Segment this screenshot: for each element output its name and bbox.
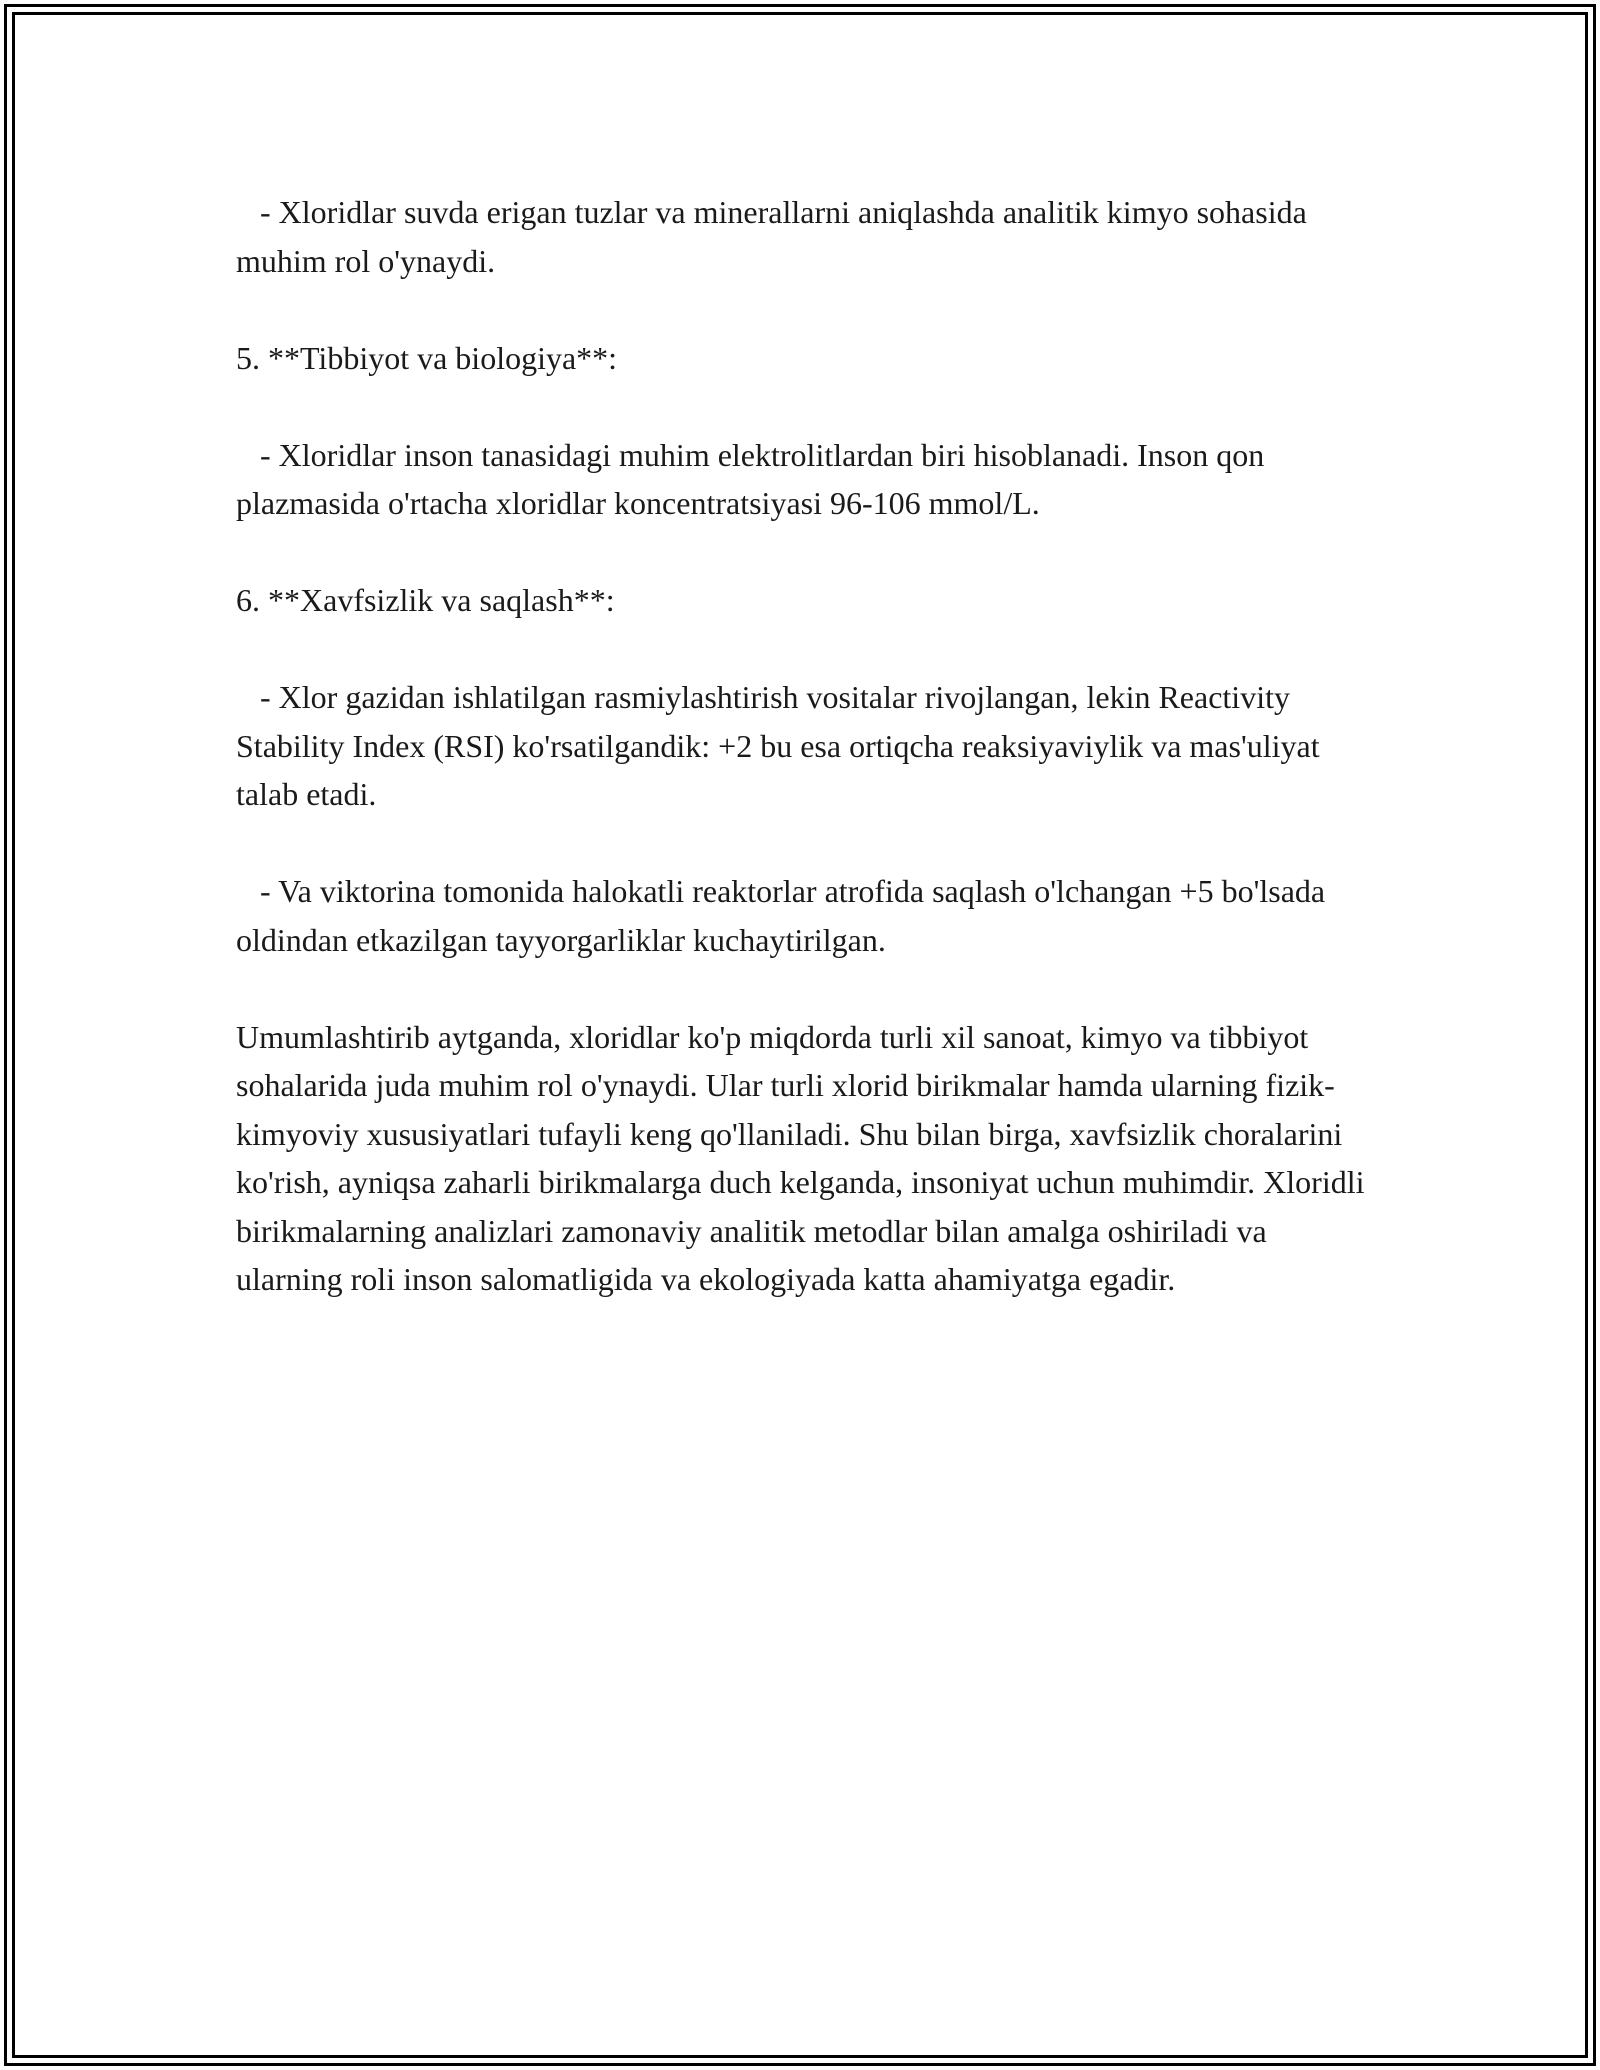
paragraph-summary: Umumlashtirib aytganda, xloridlar ko'p miqdorda turli xil sanoat, kimyo va tibbiyot sohalarida juda muhim rol o'ynaydi. Ular turli xlorid birikmalar hamda ularning fizik-kimyoviy xususiyatlari tufayli keng qo'llaniladi. Shu bilan birga, xavfsizlik choralarini ko'rish, ayniqsa zaharli birikmalarga duch kelganda, insoniyat uchun muhimdir. Xloridli birikmalarning analizlari zamonaviy analitik metodlar bilan amalga oshiriladi va ularning roli inson salomatligida va ekologiyada katta ahamiyatga egadir.: [236, 1018, 1373, 1297]
document-body: [236, 188, 1376, 1304]
paragraph-analytic-chemistry: - Xloridlar suvda erigan tuzlar va minerallarni aniqlashda analitik kimyo sohasida muhim rol o'ynaydi.: [236, 194, 1315, 279]
paragraph-electrolytes: - Xloridlar inson tanasidagi muhim elektrolitlardan biri hisoblanadi. Inson qon plazmasida o'rtacha xloridlar koncentratsiyasi 96-106 mmol/L.: [236, 436, 1273, 521]
paragraph-reactor-storage: - Va viktorina tomonida halokatli reaktorlar atrofida saqlash o'lchangan +5 bo'lsada oldindan etkazilgan tayyorgarliklar kuchaytirilgan.: [236, 873, 1334, 958]
section-heading-medicine-biology: 5. **Tibbiyot va biologiya**:: [236, 339, 618, 376]
section-heading-safety-storage: 6. **Xavfsizlik va saqlash**:: [236, 582, 615, 618]
paragraph-chlorine-gas-rsi: - Xlor gazidan ishlatilgan rasmiylashtirish vositalar rivojlangan, lekin Reactivity Stability Index (RSI) ko'rsatilgandik: +2 bu esa ortiqcha reaksiyaviylik va mas'uliyat talab etadi.: [236, 679, 1328, 812]
